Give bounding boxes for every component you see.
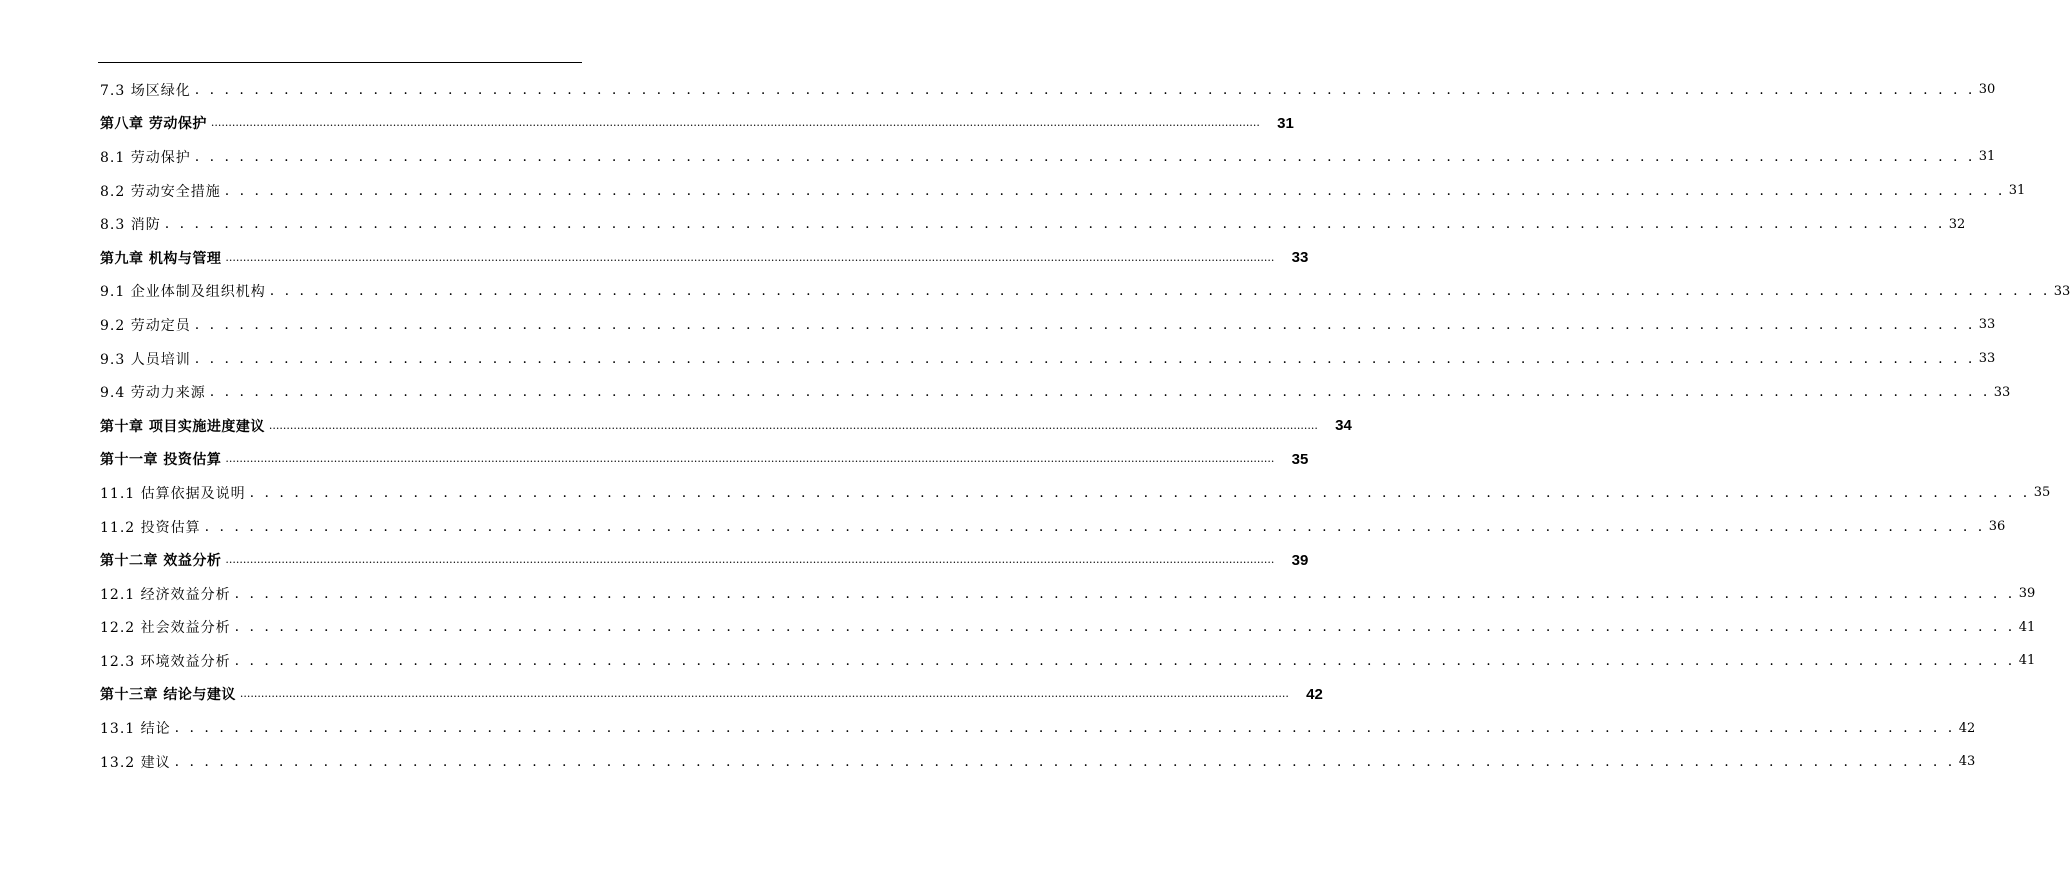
dot-leader: . . . . . . . . . . . . . . . . . . . . . . . . . . . . . . . . . . . . . . . . . . . . . . . . . . . . . . . . . . . . . . . . . . . . . . . . . . . . . . . . . . . . . . . . . . . . . . . . . . . . . . . . . . . . . . . . . . . . . . . . xyxy=(204,518,1986,535)
dot-leader: . . . . . . . . . . . . . . . . . . . . . . . . . . . . . . . . . . . . . . . . . . . . . . . . . . . . . . . . . . . . . . . . . . . . . . . . . . . . . . . . . . . . . . . . . . . . . . . . . . . . . . . . . . . . . . . . . . . . . . . . xyxy=(164,216,1946,233)
toc-page-number: 42 xyxy=(1306,685,1323,703)
toc-page-number: 31 xyxy=(1978,149,1996,165)
toc-entry-title: 第十一章 投资估算 xyxy=(100,452,222,469)
dot-leader: . . . . . . . . . . . . . . . . . . . . . . . . . . . . . . . . . . . . . . . . . . . . . . . . . . . . . . . . . . . . . . . . . . . . . . . . . . . . . . . . . . . . . . . . . . . . . . . . . . . . . . . . . . . . . . . . . . . . . . . . xyxy=(234,585,2016,602)
toc-entry-title: 12.1 经济效益分析 xyxy=(100,586,231,603)
toc-section-entry[interactable] xyxy=(100,207,1966,241)
toc-entry-title: 第九章 机构与管理 xyxy=(100,250,222,267)
dot-leader: . . . . . . . . . . . . . . . . . . . . . . . . . . . . . . . . . . . . . . . . . . . . . . . . . . . . . . . . . . . . . . . . . . . . . . . . . . . . . . . . . . . . . . . . . . . . . . . . . . . . . . . . . . . . . . . . . . . . . . . . xyxy=(174,720,1956,737)
dot-leader: ............................................................................................................................................................................................................................................................................................................ xyxy=(225,452,1275,466)
toc-page-number: 42 xyxy=(1958,720,1976,736)
toc-chapter-entry[interactable] xyxy=(100,443,1309,477)
dot-leader: . . . . . . . . . . . . . . . . . . . . . . . . . . . . . . . . . . . . . . . . . . . . . . . . . . . . . . . . . . . . . . . . . . . . . . . . . . . . . . . . . . . . . . . . . . . . . . . . . . . . . . . . . . . . . . . . . . . . . . . . xyxy=(194,316,1976,333)
toc-page-number: 43 xyxy=(1958,754,1976,770)
toc-page-number: 41 xyxy=(2018,619,2036,635)
toc-entry-title: 8.1 劳动保护 xyxy=(100,149,191,166)
toc-page-number: 33 xyxy=(2053,283,2070,299)
toc-section-entry[interactable] xyxy=(100,476,2051,510)
toc-entry-title: 12.2 社会效益分析 xyxy=(100,620,231,637)
dot-leader: ............................................................................................................................................................................................................................................................................................................ xyxy=(225,553,1275,567)
dot-leader: . . . . . . . . . . . . . . . . . . . . . . . . . . . . . . . . . . . . . . . . . . . . . . . . . . . . . . . . . . . . . . . . . . . . . . . . . . . . . . . . . . . . . . . . . . . . . . . . . . . . . . . . . . . . . . . . . . . . . . . . xyxy=(249,484,2031,501)
toc-entry-title: 11.1 估算依据及说明 xyxy=(100,485,246,502)
toc-page-number: 33 xyxy=(1978,351,1996,367)
toc-entry-title: 7.3 场区绿化 xyxy=(100,82,191,99)
toc-entry-title: 第十三章 结论与建议 xyxy=(100,687,236,704)
dot-leader: . . . . . . . . . . . . . . . . . . . . . . . . . . . . . . . . . . . . . . . . . . . . . . . . . . . . . . . . . . . . . . . . . . . . . . . . . . . . . . . . . . . . . . . . . . . . . . . . . . . . . . . . . . . . . . . . . . . . . . . . xyxy=(174,753,1956,770)
toc-page-number: 31 xyxy=(1277,114,1294,132)
toc-page-number: 33 xyxy=(1291,249,1309,267)
toc-page-number: 32 xyxy=(1948,216,1966,232)
dot-leader: . . . . . . . . . . . . . . . . . . . . . . . . . . . . . . . . . . . . . . . . . . . . . . . . . . . . . . . . . . . . . . . . . . . . . . . . . . . . . . . . . . . . . . . . . . . . . . . . . . . . . . . . . . . . . . . . . . . . . . . . xyxy=(234,652,2016,669)
header-rule xyxy=(98,62,582,63)
toc-section-entry[interactable] xyxy=(100,577,2036,611)
toc-page-number: 33 xyxy=(1993,384,2011,400)
toc-chapter-entry[interactable] xyxy=(100,107,1294,141)
dot-leader: . . . . . . . . . . . . . . . . . . . . . . . . . . . . . . . . . . . . . . . . . . . . . . . . . . . . . . . . . . . . . . . . . . . . . . . . . . . . . . . . . . . . . . . . . . . . . . . . . . . . . . . . . . . . . . . . . . . . . . . . xyxy=(209,384,1991,401)
toc-page-number: 30 xyxy=(1978,82,1996,98)
dot-leader: . . . . . . . . . . . . . . . . . . . . . . . . . . . . . . . . . . . . . . . . . . . . . . . . . . . . . . . . . . . . . . . . . . . . . . . . . . . . . . . . . . . . . . . . . . . . . . . . . . . . . . . . . . . . . . . . . . . . . . . . xyxy=(234,619,2016,636)
dot-leader: . . . . . . . . . . . . . . . . . . . . . . . . . . . . . . . . . . . . . . . . . . . . . . . . . . . . . . . . . . . . . . . . . . . . . . . . . . . . . . . . . . . . . . . . . . . . . . . . . . . . . . . . . . . . . . . . . . . . . . . . xyxy=(269,283,2051,300)
toc-entry-title: 第十章 项目实施进度建议 xyxy=(100,418,265,435)
toc-entry-title: 8.2 劳动安全措施 xyxy=(100,183,221,200)
toc-section-entry[interactable] xyxy=(100,73,1996,107)
toc-page-number: 39 xyxy=(1291,551,1309,569)
dot-leader: . . . . . . . . . . . . . . . . . . . . . . . . . . . . . . . . . . . . . . . . . . . . . . . . . . . . . . . . . . . . . . . . . . . . . . . . . . . . . . . . . . . . . . . . . . . . . . . . . . . . . . . . . . . . . . . . . . . . . . . . xyxy=(194,350,1976,367)
dot-leader: . . . . . . . . . . . . . . . . . . . . . . . . . . . . . . . . . . . . . . . . . . . . . . . . . . . . . . . . . . . . . . . . . . . . . . . . . . . . . . . . . . . . . . . . . . . . . . . . . . . . . . . . . . . . . . . . . . . . . . . . xyxy=(194,148,1976,165)
toc-entry-title: 12.3 环境效益分析 xyxy=(100,653,231,670)
toc-section-entry[interactable] xyxy=(100,611,2036,645)
dot-leader: ............................................................................................................................................................................................................................................................................................................ xyxy=(210,116,1260,130)
toc-entry-title: 9.3 人员培训 xyxy=(100,351,191,368)
toc-page-number: 31 xyxy=(2008,183,2026,199)
toc-entry-title: 9.4 劳动力来源 xyxy=(100,385,206,402)
table-of-contents xyxy=(100,73,2070,778)
toc-section-entry[interactable] xyxy=(100,140,1996,174)
toc-section-entry[interactable] xyxy=(100,644,2036,678)
toc-section-entry[interactable] xyxy=(100,342,1996,376)
toc-section-entry[interactable] xyxy=(100,510,2006,544)
toc-entry-title: 9.1 企业体制及组织机构 xyxy=(100,284,266,301)
toc-entry-title: 8.3 消防 xyxy=(100,217,161,234)
dot-leader: ............................................................................................................................................................................................................................................................................................................ xyxy=(239,687,1289,701)
dot-leader: ............................................................................................................................................................................................................................................................................................................ xyxy=(268,418,1318,432)
toc-section-entry[interactable] xyxy=(100,174,2026,208)
dot-leader: ............................................................................................................................................................................................................................................................................................................ xyxy=(225,250,1275,264)
toc-section-entry[interactable] xyxy=(100,275,2070,309)
toc-page-number: 35 xyxy=(2033,485,2051,501)
toc-entry-title: 11.2 投资估算 xyxy=(100,519,201,536)
toc-chapter-entry[interactable] xyxy=(100,543,1309,577)
dot-leader: . . . . . . . . . . . . . . . . . . . . . . . . . . . . . . . . . . . . . . . . . . . . . . . . . . . . . . . . . . . . . . . . . . . . . . . . . . . . . . . . . . . . . . . . . . . . . . . . . . . . . . . . . . . . . . . . . . . . . . . . xyxy=(194,81,1976,98)
toc-entry-title: 9.2 劳动定员 xyxy=(100,317,191,334)
toc-entry-title: 第十二章 效益分析 xyxy=(100,553,222,570)
toc-section-entry[interactable] xyxy=(100,745,1976,779)
toc-chapter-entry[interactable] xyxy=(100,409,1352,443)
toc-page-number: 33 xyxy=(1978,317,1996,333)
toc-section-entry[interactable] xyxy=(100,308,1996,342)
toc-chapter-entry[interactable] xyxy=(100,678,1323,712)
toc-section-entry[interactable] xyxy=(100,711,1976,745)
toc-page-number: 34 xyxy=(1335,417,1352,435)
toc-entry-title: 13.1 结论 xyxy=(100,721,171,738)
toc-page-number: 41 xyxy=(2018,653,2036,669)
toc-page-number: 36 xyxy=(1988,519,2006,535)
toc-page-number: 39 xyxy=(2018,586,2036,602)
toc-page-number: 35 xyxy=(1291,450,1309,468)
toc-entry-title: 第八章 劳动保护 xyxy=(100,116,207,133)
toc-entry-title: 13.2 建议 xyxy=(100,754,171,771)
dot-leader: . . . . . . . . . . . . . . . . . . . . . . . . . . . . . . . . . . . . . . . . . . . . . . . . . . . . . . . . . . . . . . . . . . . . . . . . . . . . . . . . . . . . . . . . . . . . . . . . . . . . . . . . . . . . . . . . . . . . . . . . xyxy=(224,182,2006,199)
toc-section-entry[interactable] xyxy=(100,375,2011,409)
toc-chapter-entry[interactable] xyxy=(100,241,1309,275)
